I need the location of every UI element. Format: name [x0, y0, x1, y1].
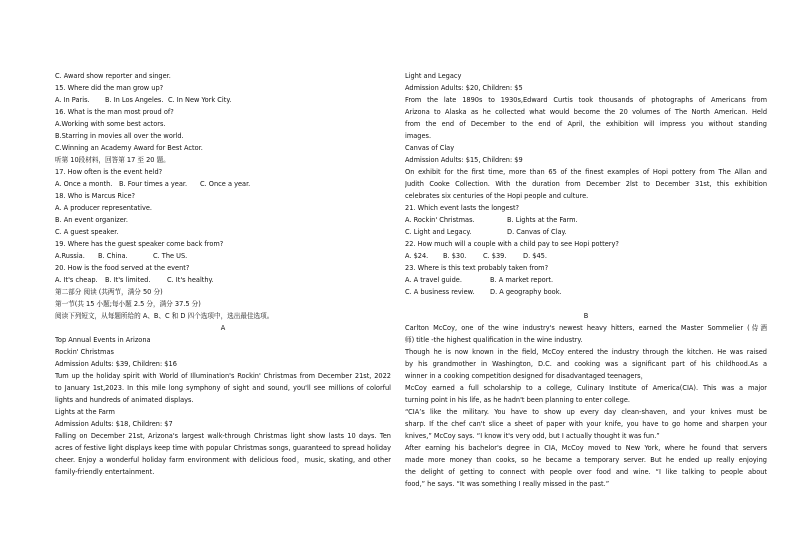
q16-question: 16. What is the man most proud of? — [55, 108, 174, 116]
q21-question: 21. Which event lasts the longest? — [405, 204, 520, 212]
event-rockin-christmas-line: Tum up the holiday spirit with World of Illumination's Rockin' Christmas from December 21st, 2022 — [55, 372, 391, 380]
q15-option-c: C. In New York City. — [168, 96, 232, 104]
part2-instruction: 阅读下列短文，从每题所给的 A、B、C 和 D 四个选项中，选出最佳选项。 — [55, 312, 274, 320]
event-light-legacy-admission: Admission Adults: $20, Children: $5 — [405, 84, 523, 92]
passage-b-line: the delight of getting to connect with people over food and wine. “I like talking to people about — [405, 468, 767, 476]
q17-option-a: A. Once a month. — [55, 180, 113, 188]
event-canvas-clay-line: celebrates six centuries of the Hopi people and culture. — [405, 192, 589, 200]
event-rockin-christmas-name: Rockin' Christmas — [55, 348, 114, 356]
passage-b-line: “CIA’s like the military. You have to show up every day clean-shaven, and your knives must be — [405, 408, 767, 416]
q21-options-cd — [405, 226, 767, 238]
event-lights-farm-line: cheer. Enjoy a wonderful holiday farm environment with delicious food，music, skating, and other — [55, 456, 391, 464]
event-light-legacy-line: images. — [405, 132, 432, 140]
passage-b-line: Though he is now known in the field, McCoy entered the industry through the kitchen. He was raised — [405, 348, 767, 356]
q22-option-b: B. $30. — [443, 252, 467, 260]
q19-option-b: B. China. — [98, 252, 128, 260]
event-lights-farm-admission: Admission Adults: $18, Children: $7 — [55, 420, 173, 428]
q19-option-a: A.Russia. — [55, 252, 85, 260]
passage-b-line: 师) title -the highest qualification in the wine industry. — [405, 336, 583, 344]
event-canvas-clay-admission: Admission Adults: $15, Children: $9 — [405, 156, 523, 164]
q18-option-b: B. An event organizer. — [55, 216, 128, 224]
q16-option-b: B.Starring in movies all over the world. — [55, 132, 184, 140]
q17-option-c: C. Once a year. — [200, 180, 251, 188]
passage-b-line: McCoy earned a full scholarship to a college, Culinary Institute of America(CIA). This was a major — [405, 384, 767, 392]
q23-question: 23. Where is this text probably taken from? — [405, 264, 549, 272]
q16-option-a: A.Working with some best actors. — [55, 120, 166, 128]
part2-title: 第二部分 阅读 (共两节，满分 50 分) — [55, 288, 163, 296]
q19-option-c: C. The US. — [153, 252, 188, 260]
event-rockin-christmas-admission: Admission Adults: $39, Children: $16 — [55, 360, 177, 368]
q22-option-c: C. $39. — [483, 252, 507, 260]
passage-b-line: After earning his bachelor's degree in CIA, McCoy moved to New York, where he found that servers — [405, 444, 767, 452]
left-column — [55, 70, 391, 478]
q22-option-d: D. $45. — [523, 252, 547, 260]
event-rockin-christmas-line: to January 1st,2023. In this mile long symphony of sight and sound, you'll see millions of colorful — [55, 384, 391, 392]
q22-option-a: A. $24. — [405, 252, 429, 260]
passage-a-label: A — [220, 324, 226, 332]
q16-option-c: C.Winning an Academy Award for Best Actor. — [55, 144, 203, 152]
q19-options — [55, 250, 391, 262]
q23-options-cd — [405, 286, 767, 298]
q21-option-d: D. Canvas of Clay. — [507, 228, 567, 236]
event-light-legacy-name: Light and Legacy — [405, 72, 462, 80]
event-lights-farm-line: acres of festive light displays keep time with popular Christmas songs, guaranteed to spread holiday — [55, 444, 391, 452]
event-lights-farm-line: Falling on December 21st, Arizona's largest walk-through Christmas light show lasts 10 days. Ten — [55, 432, 391, 440]
passage-b-line: food,” he says. “It was something I really missed in the past.” — [405, 480, 610, 488]
event-canvas-clay-line: On exhibit for the first time, more than 65 of the finest examples of Hopi pottery from The Allan and — [405, 168, 767, 176]
q15-options — [55, 94, 391, 106]
q21-options-ab — [405, 214, 767, 226]
q21-option-b: B. Lights at the Farm. — [507, 216, 578, 224]
q20-option-b: B. It's limited. — [105, 276, 151, 284]
q15-option-a: A. In Paris. — [55, 96, 90, 104]
q17-option-b: B. Four times a year. — [119, 180, 188, 188]
q23-option-c: C. A business review. — [405, 288, 475, 296]
q19-question: 19. Where has the guest speaker come back from? — [55, 240, 224, 248]
q18-question: 18. Who is Marcus Rice? — [55, 192, 136, 200]
q22-options — [405, 250, 767, 262]
passage-b-line: sharp. If the chef can't slice a sheet of paper with your knife, you have to go home and sharpen your — [405, 420, 767, 428]
q23-option-b: B. A market report. — [490, 276, 554, 284]
q17-question: 17. How often is the event held? — [55, 168, 163, 176]
event-light-legacy-line: from the end of December to the end of April, the exhibition will impress you without standing — [405, 120, 767, 128]
q17-options — [55, 178, 391, 190]
q21-option-c: C. Light and Legacy. — [405, 228, 472, 236]
passage-b-line: by his grandmother in Washington, D.C. and cooking was a significant part of his childhood.As a — [405, 360, 767, 368]
q20-option-a: A. It's cheap. — [55, 276, 98, 284]
event-canvas-clay-name: Canvas of Clay — [405, 144, 455, 152]
q23-option-d: D. A geography book. — [490, 288, 562, 296]
part2-section1-title: 第一节(共 15 小题;每小题 2.5 分，满分 37.5 分) — [55, 300, 201, 308]
event-lights-farm-name: Lights at the Farm — [55, 408, 115, 416]
passage-b-line: knives,” McCoy says. “I know it's very odd, but I actually thought it was fun.” — [405, 432, 660, 440]
section-10-instruction: 听第 10段材料，回答第 17 至 20 题。 — [55, 156, 170, 164]
q20-options — [55, 274, 391, 286]
q18-option-a: A. A producer representative. — [55, 204, 153, 212]
q21-option-a: A. Rockin' Christmas. — [405, 216, 475, 224]
passage-a-title: Top Annual Events in Arizona — [55, 336, 151, 344]
q14-option-c: C. Award show reporter and singer. — [55, 72, 171, 80]
passage-b-line: Carlton McCoy, one of the wine industry's newest heavy hitters, earned the Master Sommelier (侍酒 — [405, 324, 767, 332]
event-light-legacy-line: Arizona to Alaska as he collected what would become the 20 volumes of The North American. Held — [405, 108, 767, 116]
passage-b-line: winner in a cooking competition designed for disadvantaged teenagers， — [405, 372, 648, 380]
q22-question: 22. How much will a couple with a child pay to see Hopi pottery? — [405, 240, 619, 248]
passage-b-label: B — [583, 312, 589, 320]
passage-b-line: turning point in his life, as he hadn't been planning to enter college. — [405, 396, 631, 404]
q23-option-a: A. A travel guide. — [405, 276, 462, 284]
q15-option-b: B. In Los Angeles. — [105, 96, 164, 104]
q23-options-ab — [405, 274, 767, 286]
q20-question: 20. How is the food served at the event? — [55, 264, 190, 272]
event-lights-farm-line: family-friendly entertainment. — [55, 468, 155, 476]
q18-option-c: C. A guest speaker. — [55, 228, 119, 236]
spacer — [405, 298, 767, 310]
event-light-legacy-line: From the late 1890s to 1930s,Edward Curtis took thousands of photographs of Americans from — [405, 96, 767, 104]
q20-option-c: C. It's healthy. — [167, 276, 214, 284]
passage-b-line: made more money than cooks, so he became a temporary server. But he ended up really enjoying — [405, 456, 767, 464]
event-rockin-christmas-line: lights and hundreds of animated displays. — [55, 396, 194, 404]
right-column — [405, 70, 767, 490]
event-canvas-clay-line: Judith Cooke Collection. With the duration from December 2lst to December 31st, this exhibition — [405, 180, 767, 188]
q15-question: 15. Where did the man grow up? — [55, 84, 164, 92]
